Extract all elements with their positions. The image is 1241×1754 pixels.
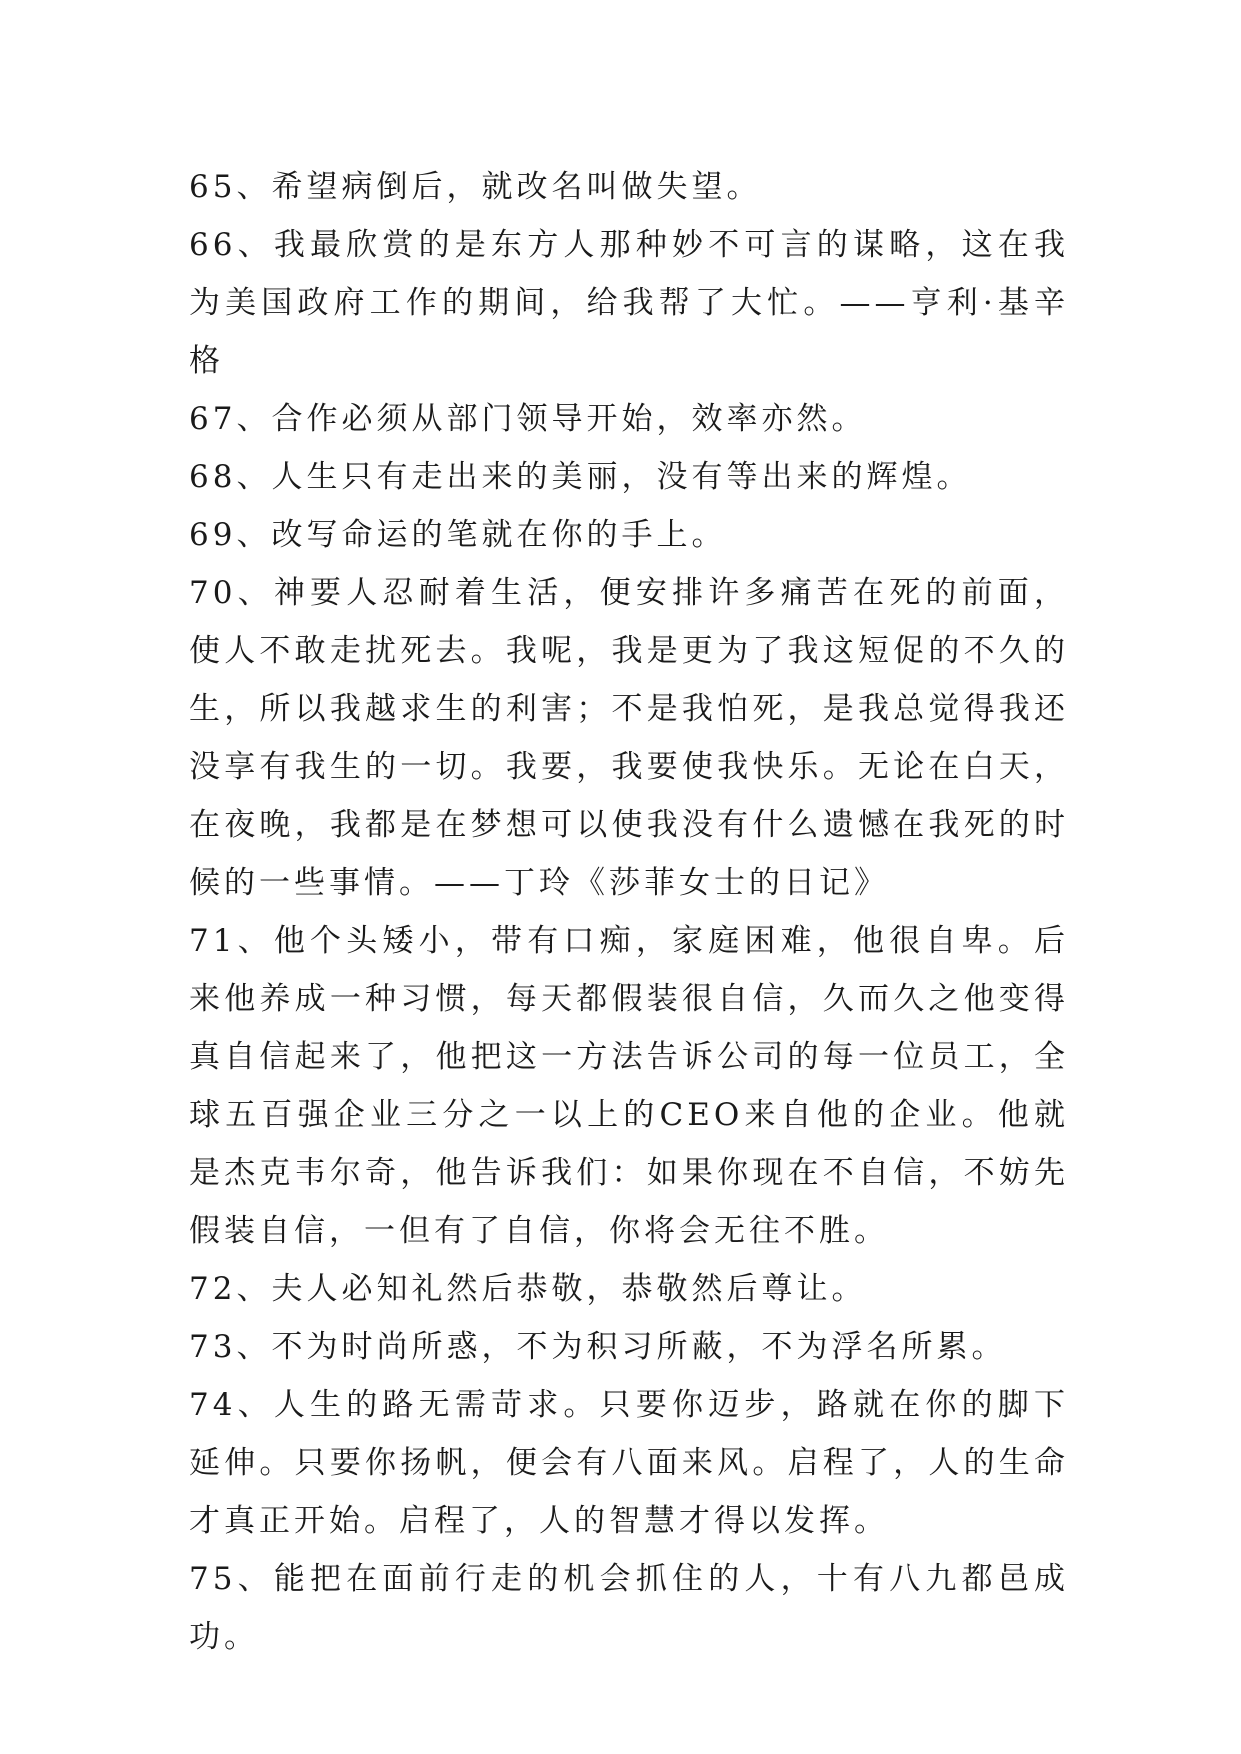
quote-71: 71、他个头矮小，带有口痴，家庭困难，他很自卑。后来他养成一种习惯，每天都假装很自信，久而久之他变得真自信起来了，他把这一方法告诉公司的每一位员工，全球五百强企业三分之一以上的CEO来自他的企业。他就是杰克韦尔奇，他告诉我们：如果你现在不自信，不妨先假装自信，一但有了自信，你将会无往不胜。 [189, 923, 1069, 1249]
quote-66: 66、我最欣赏的是东方人那种妙不可言的谋略，这在我为美国政府工作的期间，给我帮了大忙。——亨利·基辛格 [189, 227, 1069, 379]
quote-72: 72、夫人必知礼然后恭敬，恭敬然后尊让。 [189, 1271, 867, 1307]
quote-73: 73、不为时尚所惑，不为积习所蔽，不为浮名所累。 [189, 1329, 1007, 1365]
quote-68: 68、人生只有走出来的美丽，没有等出来的辉煌。 [189, 459, 972, 495]
quote-65: 65、希望病倒后，就改名叫做失望。 [189, 169, 762, 205]
quote-74: 74、人生的路无需苛求。只要你迈步，路就在你的脚下延伸。只要你扬帆，便会有八面来风。启程了，人的生命才真正开始。启程了，人的智慧才得以发挥。 [189, 1387, 1069, 1539]
quote-67: 67、合作必须从部门领导开始，效率亦然。 [189, 401, 867, 437]
quote-70: 70、神要人忍耐着生活，便安排许多痛苦在死的前面，使人不敢走扰死去。我呢，我是更为了我这短促的不久的生，所以我越求生的利害；不是我怕死，是我总觉得我还没享有我生的一切。我要，我要使我快乐。无论在白天，在夜晚，我都是在梦想可以使我没有什么遗憾在我死的时候的一些事情。——丁玲《莎菲女士的日记》 [189, 575, 1069, 901]
document-body [189, 158, 1069, 1666]
quote-69: 69、改写命运的笔就在你的手上。 [189, 517, 727, 553]
quote-75: 75、能把在面前行走的机会抓住的人，十有八九都邑成功。 [189, 1561, 1069, 1655]
